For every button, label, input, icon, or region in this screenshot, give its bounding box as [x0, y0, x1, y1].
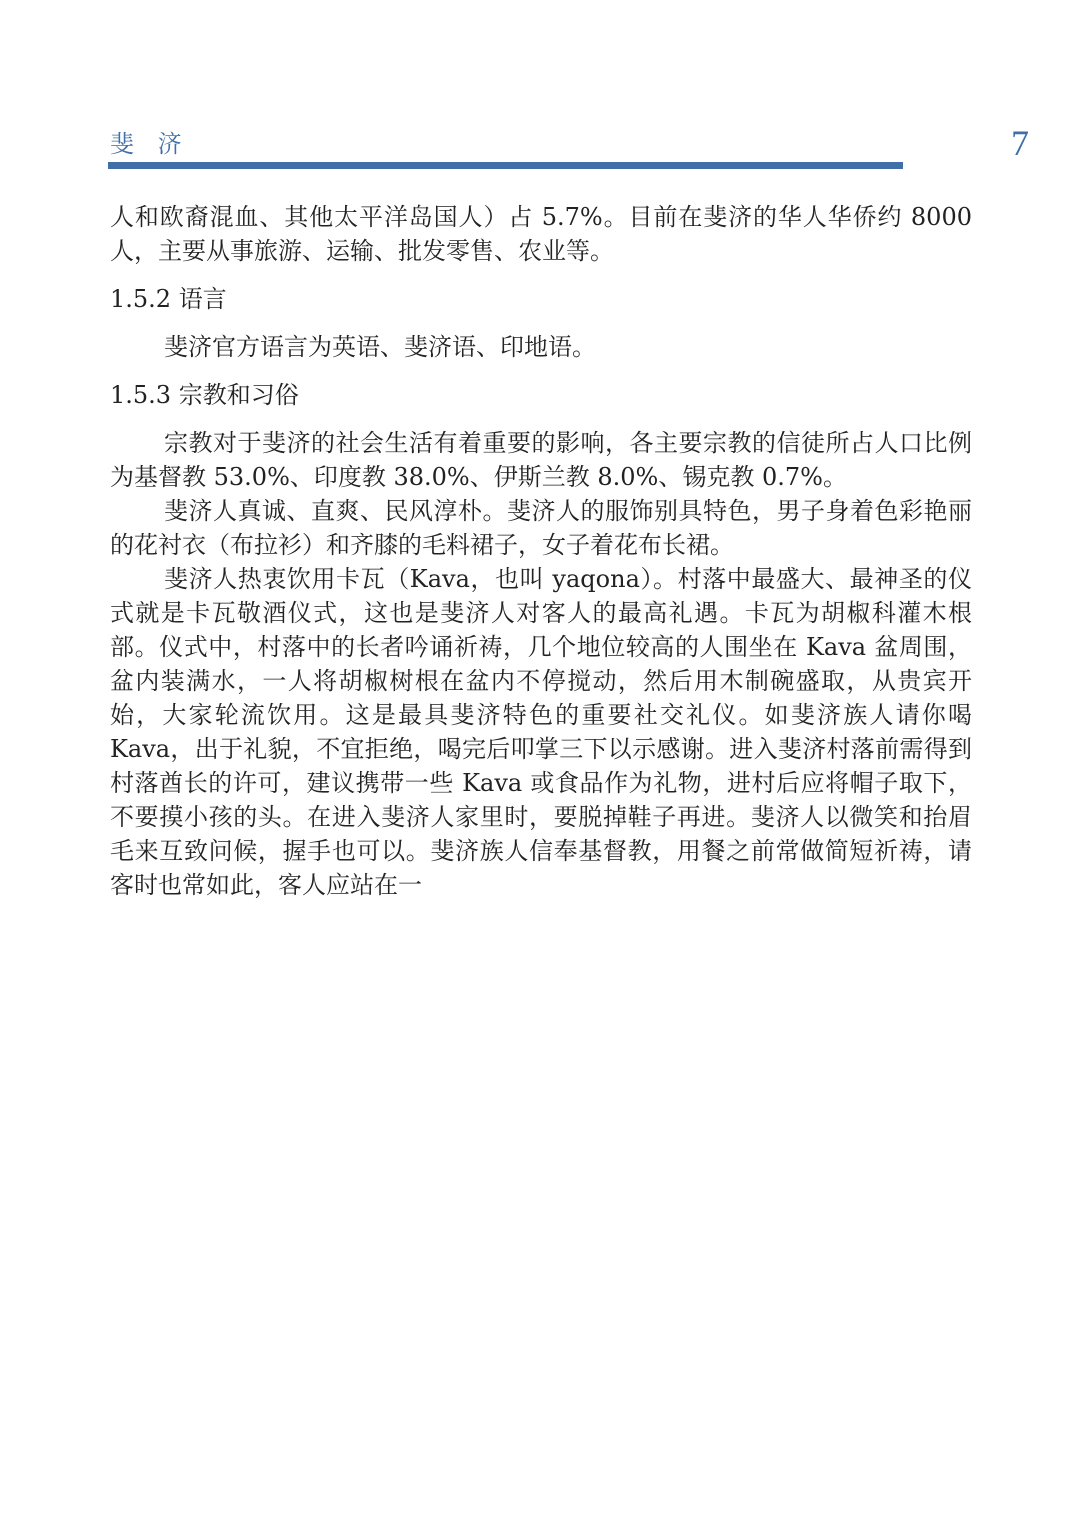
- spacer: [110, 268, 972, 282]
- section-heading-language: 1.5.2 语言: [110, 285, 227, 313]
- spacer: [110, 316, 972, 330]
- body-text: [110, 200, 972, 902]
- section-heading-religion: 1.5.3 宗教和习俗: [110, 381, 299, 409]
- running-header-title: 斐 济: [110, 130, 190, 158]
- spacer: [110, 412, 972, 426]
- paragraph-customs-dress: 斐济人真诚、直爽、民风淳朴。斐济人的服饰别具特色，男子身着色彩艳丽的花衬衣（布拉衫）和齐膝的毛料裙子，女子着花布长裙。: [110, 497, 972, 559]
- spacer: [110, 364, 972, 378]
- page-number: 7: [1011, 123, 1029, 163]
- header-rule: [108, 162, 903, 169]
- paragraph-continued: 人和欧裔混血、其他太平洋岛国人）占 5.7%。目前在斐济的华人华侨约 8000 人，主要从事旅游、运输、批发零售、农业等。: [110, 203, 972, 265]
- paragraph-language: 斐济官方语言为英语、斐济语、印地语。: [164, 333, 596, 361]
- paragraph-kava-etiquette: 斐济人热衷饮用卡瓦（Kava，也叫 yaqona）。村落中最盛大、最神圣的仪式就是卡瓦敬酒仪式，这也是斐济人对客人的最高礼遇。卡瓦为胡椒科灌木根部。仪式中，村落中的长者吟诵祈祷，几个地位较高的人围坐在 Kava 盆周围，盆内装满水，一人将胡椒树根在盆内不停搅动，然后用木制碗盛取，从贵宾开始，大家轮流饮用。这是最具斐济特色的重要社交礼仪。如斐济族人请你喝 Kava，出于礼貌，不宜拒绝，喝完后叩掌三下以示感谢。进入斐济村落前需得到村落酋长的许可，建议携带一些 Kava 或食品作为礼物，进村后应将帽子取下，不要摸小孩的头。在进入斐济人家里时，要脱掉鞋子再进。斐济人以微笑和抬眉毛来互致问候，握手也可以。斐济族人信奉基督教，用餐之前常做简短祈祷，请客时也常如此，客人应站在一: [110, 565, 972, 899]
- paragraph-religion-statistics: 宗教对于斐济的社会生活有着重要的影响，各主要宗教的信徒所占人口比例为基督教 53.0%、印度教 38.0%、伊斯兰教 8.0%、锡克教 0.7%。: [110, 429, 972, 491]
